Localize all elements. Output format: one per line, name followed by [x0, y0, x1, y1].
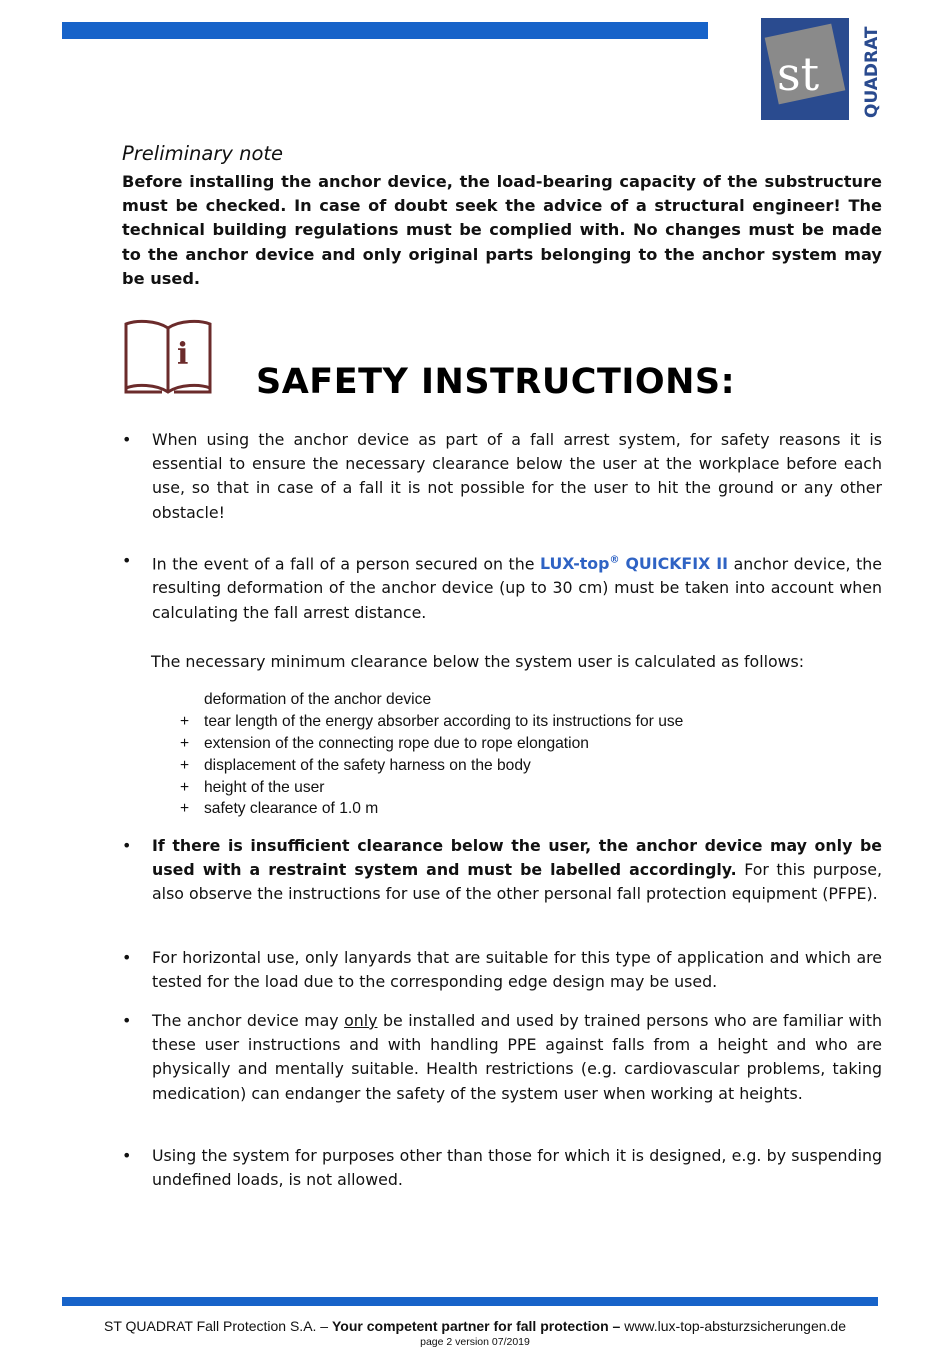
clearance-calc-intro: The necessary minimum clearance below the system user is calculated as follows: [151, 652, 805, 671]
calc-item: deformation of the anchor device [204, 691, 432, 708]
st-quadrat-logo [757, 18, 883, 122]
logo-word: QUADRAT [862, 26, 882, 118]
bullet-marker: • [122, 1146, 132, 1165]
calc-item: + tear length of the energy absorber according to its instructions for use [180, 712, 684, 730]
header-accent-bar [62, 22, 708, 39]
calc-item: + height of the user [180, 778, 325, 796]
safety-bullet-horizontal [122, 946, 882, 994]
product-brand: LUX-top® QUICKFIX II [539, 554, 729, 574]
calc-item: + extension of the connecting rope due to rope elongation [180, 734, 589, 752]
bullet-text: If there is insufficient clearance below the user, the anchor device may only be used with a restraint system and must be labelled accordingly. For this purpose, also observe the instructions for use of the other personal fall protection equipment (PFPE). [152, 836, 882, 904]
page-footer [0, 1317, 950, 1349]
safety-heading: SAFETY INSTRUCTIONS: [256, 362, 736, 402]
bullet-text: For horizontal use, only lanyards that are suitable for this type of application and which are tested for the load due to the corresponding edge design may be used. [152, 948, 882, 992]
footer-company-line: ST QUADRAT Fall Protection S.A. – Your competent partner for fall protection – www.lux-top-absturzsicherungen.de [104, 1318, 846, 1334]
bullet-marker: • [122, 430, 132, 449]
footer-url: www.lux-top-absturzsicherungen.de [620, 1318, 846, 1334]
clearance-calc-list [180, 689, 683, 820]
bullet-marker: • [122, 1011, 132, 1030]
info-book-icon [122, 318, 214, 394]
preliminary-note-body: Before installing the anchor device, the load-bearing capacity of the substructure must be checked. In case of doubt seek the advice of a structural engineer! The technical building regulations must be complied with. No changes must be made to the anchor device and only original parts belonging to the anchor system may be used. [122, 172, 882, 288]
footer-page-info: page 2 version 07/2019 [420, 1336, 530, 1348]
logo-mark: st [777, 47, 820, 101]
bullet-text: The anchor device may only be installed and used by trained persons who are familiar with these user instructions and with handling PPE against falls from a height and who are physically and mentally suitable. Health restrictions (e.g. cardiovascular problems, taking medication) can endanger the safety of the system user when working at heights. [152, 1011, 882, 1103]
safety-bullet-trained-persons [122, 1009, 882, 1106]
calc-item: + safety clearance of 1.0 m [180, 800, 379, 818]
preliminary-note-title: Preliminary note [122, 142, 284, 165]
bullet-text: When using the anchor device as part of a fall arrest system, for safety reasons it is essential to ensure the necessary clearance below the user at the workplace before each use, so that in case of a fall it is not possible for the user to hit the ground or any other obstacle! [152, 430, 882, 522]
bullet-marker: • [122, 551, 132, 570]
bullet-text: In the event of a fall of a person secured on the LUX-top® QUICKFIX II anchor device, the resulting deformation of the anchor device (up to 30 cm) must be taken into account when calculating the fall arrest distance. [152, 554, 882, 622]
bullet-marker: • [122, 836, 132, 855]
footer-accent-bar [62, 1297, 878, 1306]
safety-bullet-misuse [122, 1144, 882, 1192]
svg-text:i: i [177, 337, 189, 372]
safety-bullet-deformation [122, 549, 882, 625]
safety-bullet-clearance [122, 428, 882, 525]
bullet-marker: • [122, 948, 132, 967]
calc-item: + displacement of the safety harness on the body [180, 756, 531, 774]
safety-bullet-restraint [122, 834, 882, 907]
bullet-text: Using the system for purposes other than those for which it is designed, e.g. by suspending undefined loads, is not allowed. [152, 1146, 882, 1190]
